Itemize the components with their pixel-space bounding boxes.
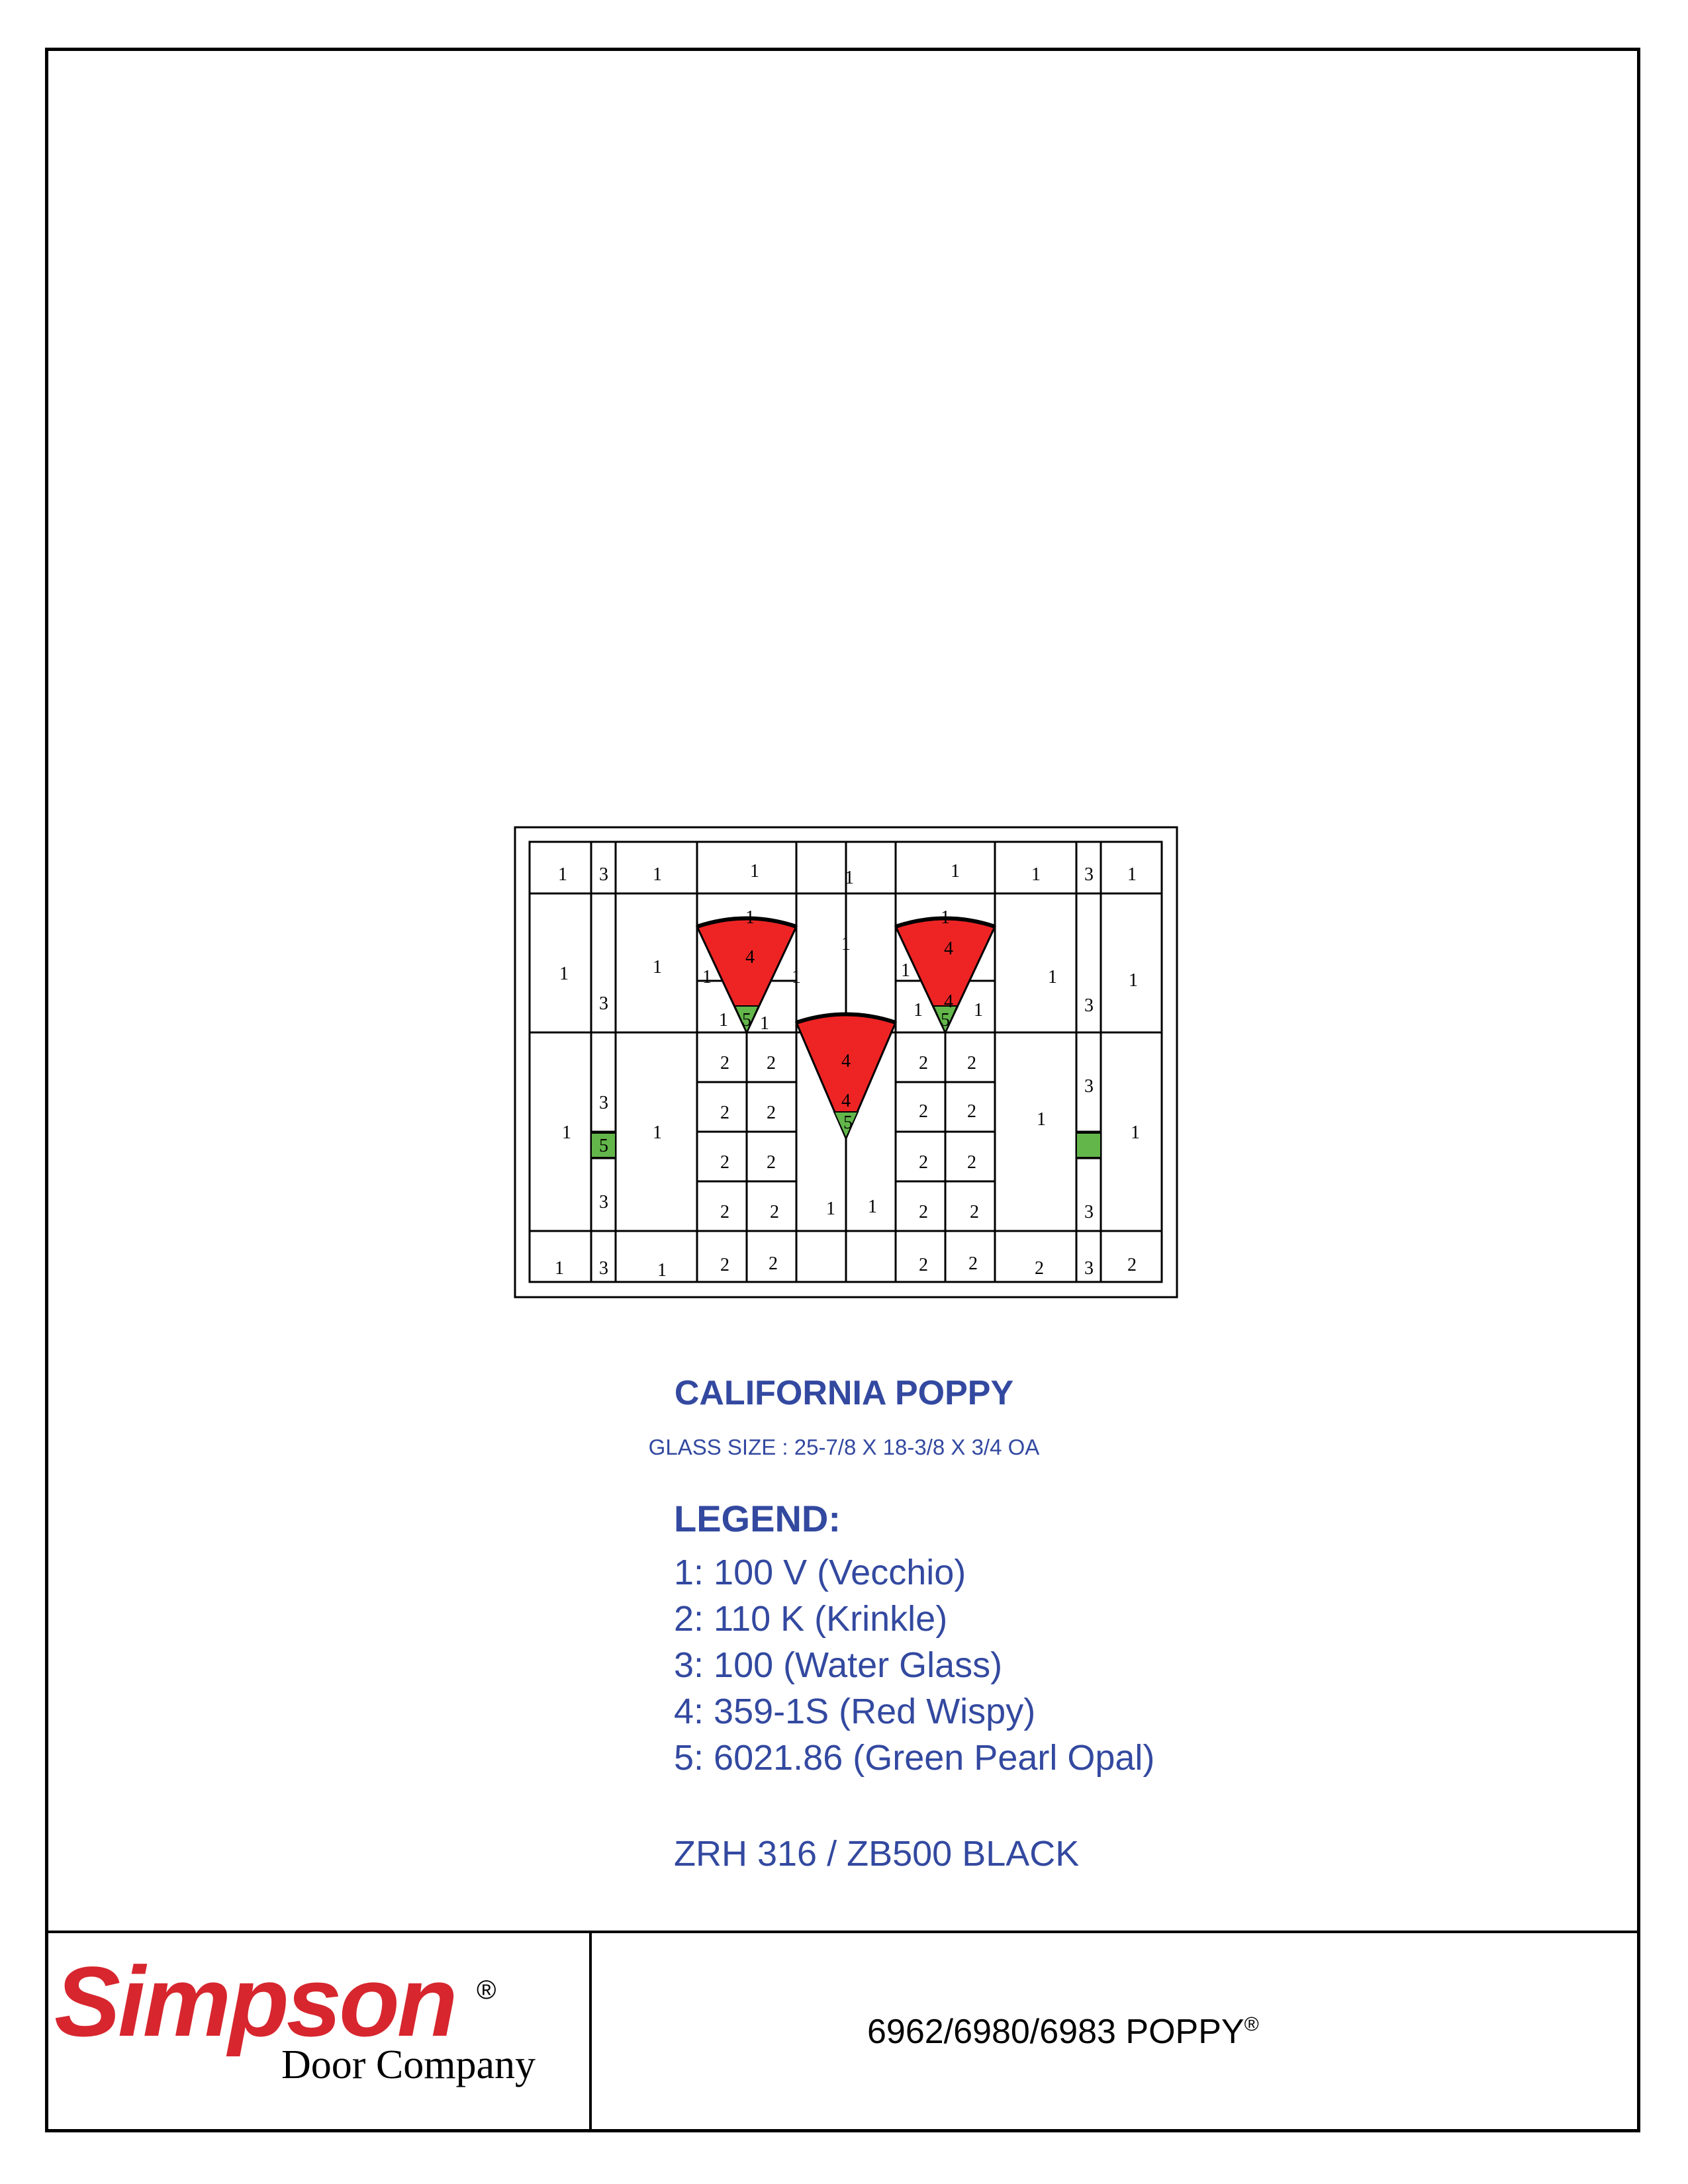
panel-label: 1 bbox=[868, 1197, 877, 1217]
panel-label: 2 bbox=[770, 1202, 779, 1222]
panel-label: 2 bbox=[720, 1103, 729, 1123]
panel-label: 2 bbox=[919, 1255, 928, 1275]
panel-label: 3 bbox=[599, 993, 608, 1014]
panel-label: 1 bbox=[1127, 864, 1137, 885]
panel-label: 1 bbox=[1048, 967, 1057, 987]
panel-label: 3 bbox=[599, 1093, 608, 1113]
panel-label: 1 bbox=[745, 907, 755, 928]
green-glass-strip-right bbox=[1076, 1133, 1101, 1158]
panel-label: 3 bbox=[1084, 995, 1094, 1016]
panel-label: 3 bbox=[599, 864, 608, 885]
glass-size: GLASS SIZE : 25-7/8 X 18-3/8 X 3/4 OA bbox=[648, 1435, 1040, 1459]
panel-label: 3 bbox=[599, 1258, 608, 1279]
panel-label: 3 bbox=[1084, 1076, 1094, 1097]
panel-label: 2 bbox=[919, 1053, 928, 1073]
panel-label: 1 bbox=[750, 861, 759, 882]
legend-item: 2: 110 K (Krinkle) bbox=[674, 1599, 948, 1639]
panel-label: 5 bbox=[742, 1010, 751, 1030]
panel-label: 2 bbox=[769, 1253, 778, 1274]
panel-label: 2 bbox=[919, 1101, 928, 1122]
drawing-title: CALIFORNIA POPPY bbox=[674, 1374, 1014, 1412]
panel-label: 1 bbox=[841, 934, 851, 954]
panel-label: 2 bbox=[767, 1152, 776, 1173]
legend-item: 4: 359-1S (Red Wispy) bbox=[674, 1692, 1036, 1731]
panel-label: 1 bbox=[657, 1260, 667, 1281]
panel-label: 2 bbox=[1035, 1258, 1044, 1279]
panel-label: 4 bbox=[841, 1091, 851, 1111]
panel-label: 3 bbox=[599, 1192, 608, 1212]
panel-label: 2 bbox=[919, 1152, 928, 1173]
legend bbox=[674, 1497, 1154, 1781]
panel-label: 1 bbox=[1129, 970, 1138, 991]
panel-label: 2 bbox=[970, 1202, 979, 1222]
panel-label: 1 bbox=[702, 967, 712, 987]
panel-label: 2 bbox=[720, 1053, 729, 1073]
panel-label: 3 bbox=[1084, 864, 1094, 885]
panel-label: 3 bbox=[1084, 1202, 1094, 1222]
panel-label: 1 bbox=[555, 1258, 564, 1279]
logo-registered-mark: ® bbox=[477, 1976, 496, 2005]
panel-label: 1 bbox=[562, 1122, 571, 1143]
simpson-logo: Simpson bbox=[54, 1946, 455, 2057]
panel-label: 2 bbox=[720, 1152, 729, 1173]
legend-item: 5: 6021.86 (Green Pearl Opal) bbox=[674, 1738, 1155, 1778]
panel-label: 1 bbox=[1037, 1109, 1046, 1130]
panel-label: 2 bbox=[967, 1053, 976, 1073]
panel-label: 1 bbox=[901, 960, 910, 981]
model-text: 6962/6980/6983 POPPY bbox=[867, 2013, 1244, 2051]
legend-item: 3: 100 (Water Glass) bbox=[674, 1645, 1003, 1685]
panel-label: 1 bbox=[719, 1010, 728, 1030]
panel-label: 1 bbox=[914, 1000, 923, 1021]
panel-label: 1 bbox=[653, 957, 662, 978]
hardware-spec: ZRH 316 / ZB500 BLACK bbox=[674, 1834, 1080, 1874]
panel-label: 1 bbox=[951, 861, 960, 882]
panel-label: 1 bbox=[653, 864, 662, 885]
model-registered-mark: ® bbox=[1244, 2013, 1259, 2036]
panel-label: 1 bbox=[845, 868, 854, 888]
panel-label: 1 bbox=[653, 1122, 662, 1143]
panel-label: 1 bbox=[558, 864, 567, 885]
panel-label: 1 bbox=[559, 964, 569, 984]
panel-label: 2 bbox=[767, 1053, 776, 1073]
model-number bbox=[867, 2012, 1259, 2052]
panel-label: 4 bbox=[944, 938, 953, 959]
panel-label: 5 bbox=[599, 1136, 608, 1156]
panel-label: 1 bbox=[760, 1013, 769, 1034]
panel-label: 2 bbox=[919, 1202, 928, 1222]
panel-label: 3 bbox=[1084, 1258, 1094, 1279]
panel-label: 4 bbox=[841, 1051, 851, 1071]
panel-label: 2 bbox=[720, 1202, 729, 1222]
panel-label: 1 bbox=[941, 907, 950, 928]
legend-heading: LEGEND: bbox=[674, 1498, 841, 1539]
panel-label: 2 bbox=[967, 1101, 976, 1122]
panel-label: 2 bbox=[967, 1152, 976, 1173]
panel-label: 4 bbox=[944, 991, 953, 1012]
logo-subtitle: Door Company bbox=[281, 2042, 536, 2087]
panel-label: 5 bbox=[843, 1113, 853, 1133]
panel-label: 1 bbox=[1131, 1122, 1140, 1143]
panel-label: 1 bbox=[792, 967, 801, 987]
panel-label: 2 bbox=[1127, 1255, 1137, 1275]
panel-label: 2 bbox=[968, 1253, 978, 1274]
panel-label: 4 bbox=[745, 947, 755, 968]
panel-label: 1 bbox=[974, 1000, 983, 1021]
panel-label: 1 bbox=[1031, 864, 1041, 885]
legend-item: 1: 100 V (Vecchio) bbox=[674, 1553, 966, 1592]
panel-label: 1 bbox=[826, 1199, 835, 1219]
panel-label: 2 bbox=[767, 1103, 776, 1123]
panel-label: 5 bbox=[941, 1010, 950, 1030]
panel-label: 2 bbox=[720, 1255, 729, 1275]
